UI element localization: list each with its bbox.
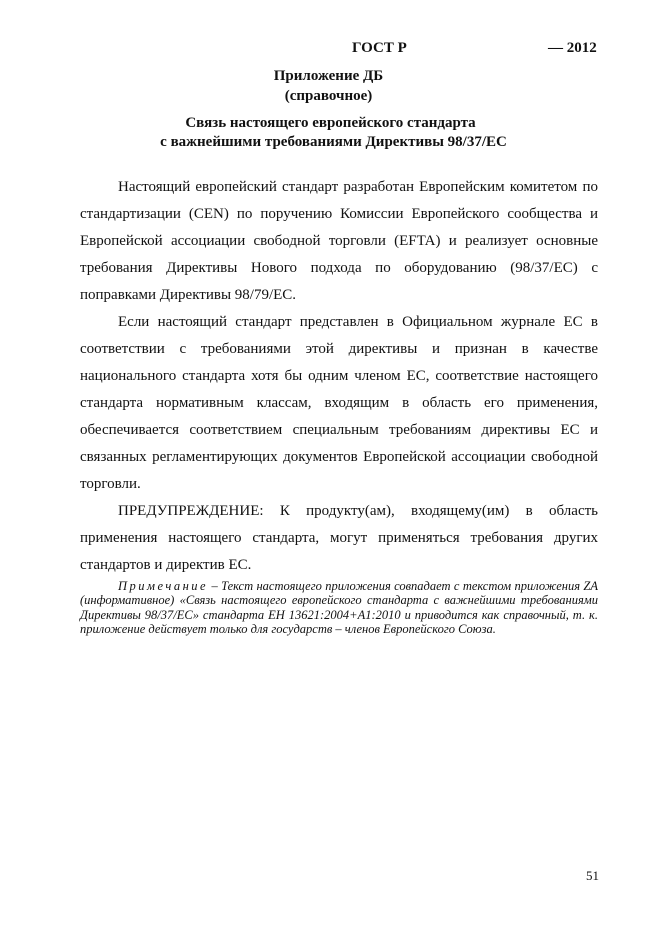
section-title-line2: с важнейшими требованиями Директивы 98/37/ЕС (160, 134, 507, 150)
standard-year: — 2012 (548, 40, 597, 56)
paragraph-1: Настоящий европейский стандарт разработан Европейским комитетом по стандартизации (CEN) по поручению Комиссии Европейского сообщества и Европейской ассоциации свободной торговли (EFTA) и реализует основные требования Директивы Нового подхода по оборудованию (98/37/ЕС) с поправками Директивы 98/79/ЕС. (80, 179, 598, 303)
section-title-line1: Связь настоящего европейского стандарта (185, 115, 476, 131)
paragraph-2: Если настоящий стандарт представлен в Официальном журнале ЕС в соответствии с требованиями этой директивы и признан в качестве национального стандарта хотя бы одним членом ЕС, соответствие настоящего стандарта нормативным классам, входящим в область его применения, обеспечивается соответствием специальным требованиям директивы ЕС и связанных регламентирующих документов Европейской ассоциации свободной торговли. (80, 314, 598, 492)
body-text (80, 174, 598, 579)
paragraph-3-warning: ПРЕДУПРЕЖДЕНИЕ: К продукту(ам), входящему(им) в область применения настоящего стандарта, могут применяться требования других стандартов и директив ЕС. (80, 503, 598, 573)
note (80, 579, 598, 636)
note-label: Примечание (118, 579, 209, 593)
note-text: – Текст настоящего приложения совпадает с текстом приложения ZA (информативное) «Связь настоящего европейского стандарта с важнейшими требованиями Директивы 98/37/ЕС» стандарта ЕН 13621:2004+A1:2010 и приводится как справочный, т. к. приложение действует только для государств – членов Европейского Союза. (80, 579, 598, 636)
page-number: 51 (586, 868, 599, 883)
appendix-title: Приложение ДБ (273, 68, 384, 84)
appendix-type: (справочное) (284, 88, 373, 104)
standard-designation: ГОСТ Р (352, 40, 407, 56)
